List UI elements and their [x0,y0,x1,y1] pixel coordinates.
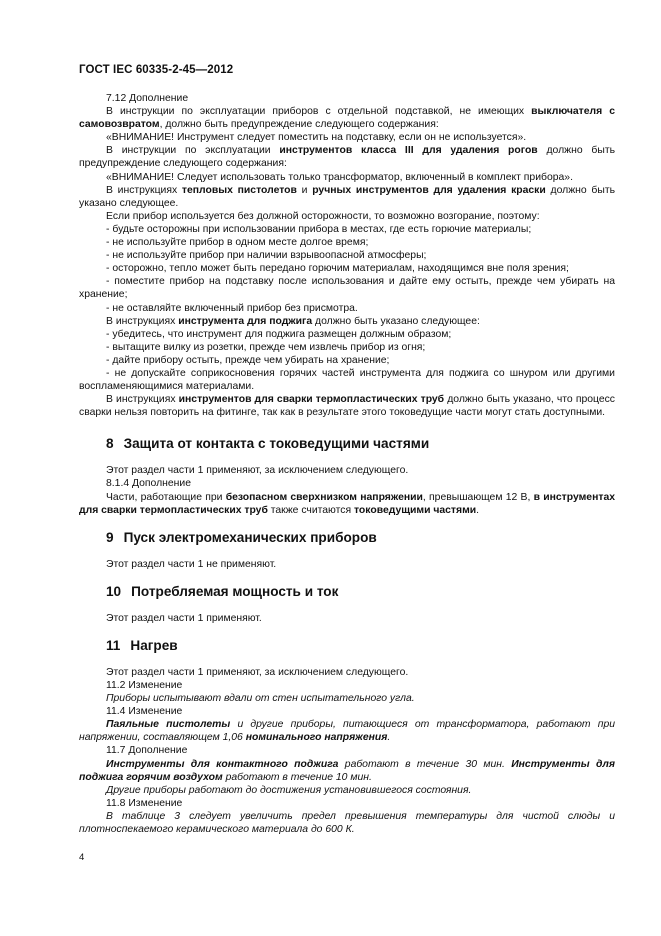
list-item: - осторожно, тепло может быть передано горючим материалам, находящимся вне поля зрения; [106,263,569,275]
paragraph: Если прибор используется без должной осторожности, то возможно возгорание, поэтому: [106,210,540,222]
paragraph: Инструменты для контактного поджига работают в течение 30 мин. Инструменты для поджига горячим воздухом работают в течение 10 мин. [79,758,616,783]
paragraph: В инструкциях тепловых пистолетов и ручных инструментов для удаления краски должно быть указано следующее. [79,184,616,209]
quote: «ВНИМАНИЕ! Инструмент следует поместить на подставку, если он не используется». [106,132,527,144]
quote: «ВНИМАНИЕ! Следует использовать только трансформатор, включенный в комплект прибора». [106,171,573,183]
paragraph: Этот раздел части 1 применяют. [106,612,262,624]
paragraph: Этот раздел части 1 применяют, за исключением следующего. [106,666,409,678]
clause-heading-11-2: 11.2 Изменение [106,680,183,691]
paragraph: В инструкции по эксплуатации инструментов класса III для удаления рогов должно быть предупреждение следующего содержания: [79,145,615,170]
list-item: - не допускайте соприкосновения горячих частей инструмента для поджига со шнуром или другими воспламеняющимися материалами. [79,367,615,393]
section-heading-11: 11 Нагрев [106,637,178,653]
paragraph: В таблице 3 следует увеличить предел превышения температуры для чистой слюды и плотноспекаемого керамического материала до 600 К. [79,810,615,836]
clause-heading-11-8: 11.8 Изменение [106,797,183,809]
paragraph: В инструкциях инструментов для сварки термопластических труб должно быть указано, что процесс сварки нельзя повторить на фитинге, так как в результате этого токоведущие части могут стать доступными. [79,394,616,419]
document-header: ГОСТ IEC 60335-2-45—2012 [79,64,234,76]
list-item: - не используйте прибор в одном месте долгое время; [106,237,369,249]
paragraph: Части, работающие при безопасном сверхнизком напряжении, превышающем 12 В, в инструментах для сварки термопластических труб также считаются токоведущими частями. [79,491,615,516]
page-number: 4 [79,852,85,863]
paragraph: Этот раздел части 1 не применяют. [106,558,277,570]
paragraph: Паяльные пистолеты и другие приборы, питающиеся от трансформатора, работают при напряжении, составляющем 1,06 номинального напряжения. [79,719,615,744]
paragraph: Другие приборы работают до достижения установившегося состояния. [106,784,472,796]
clause-heading-7-12: 7.12 Дополнение [106,93,189,104]
list-item: - не оставляйте включенный прибор без присмотра. [106,302,358,314]
paragraph: В инструкциях инструмента для поджига должно быть указано следующее: [106,315,480,327]
paragraph: В инструкции по эксплуатации приборов с отдельной подставкой, не имеющих выключателя с самовозвратом, должно быть предупреждение следующего содержания: [79,106,615,131]
document-body [79,92,615,836]
list-item: - будьте осторожны при использовании прибора в местах, где есть горючие материалы; [106,223,532,235]
section-heading-9: 9 Пуск электромеханических приборов [106,529,377,545]
clause-heading-11-7: 11.7 Дополнение [106,745,188,757]
list-item: - убедитесь, что инструмент для поджига размещен должным образом; [106,328,452,340]
clause-heading-8-1-4: 8.1.4 Дополнение [106,478,192,490]
paragraph: Этот раздел части 1 применяют, за исключением следующего. [106,465,409,477]
section-heading-8: 8 Защита от контакта с токоведущими частями [106,436,430,452]
list-item: - вытащите вилку из розетки, прежде чем извлечь прибор из огня; [106,341,426,353]
list-item: - не используйте прибор при наличии взрывоопасной атмосферы; [106,250,427,262]
list-item: - поместите прибор на подставку после использования и дайте ему остыть, прежде чем убирать на хранение; [79,276,615,301]
section-heading-10: 10 Потребляемая мощность и ток [106,583,339,599]
list-item: - дайте прибору остыть, прежде чем убирать на хранение; [106,354,390,366]
clause-heading-11-4: 11.4 Изменение [106,706,183,718]
paragraph: Приборы испытывают вдали от стен испытательного угла. [106,693,415,705]
